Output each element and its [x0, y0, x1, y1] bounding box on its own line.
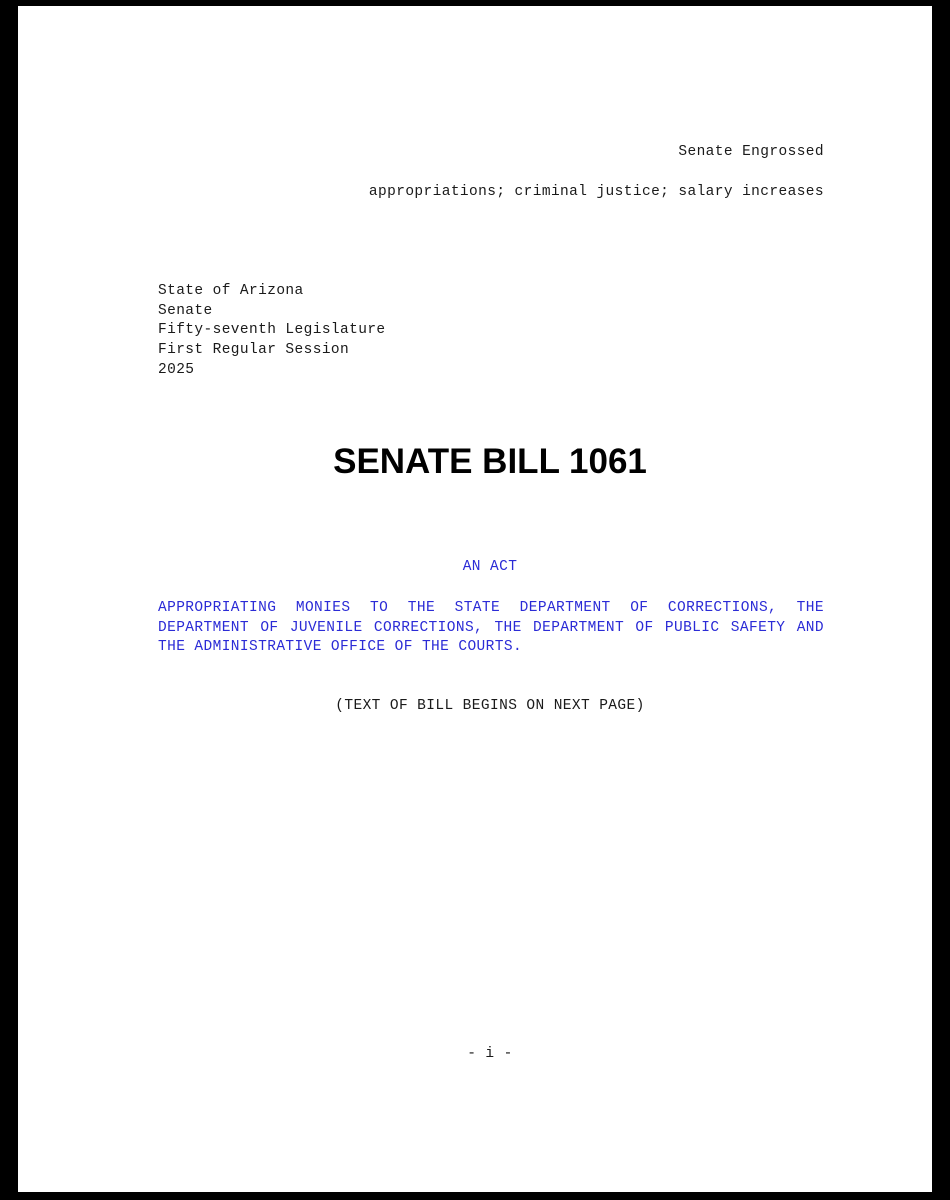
- session-regular: First Regular Session: [158, 342, 350, 359]
- page-number: - i -: [467, 1046, 513, 1062]
- act-label: AN ACT: [462, 559, 518, 575]
- act-line-1: APPROPRIATING MONIES TO THE STATE DEPARTMENT OF CORRECTIONS, THE: [158, 600, 824, 616]
- act-line-2: DEPARTMENT OF JUVENILE CORRECTIONS, THE DEPARTMENT OF PUBLIC SAFETY AND: [158, 619, 824, 636]
- engrossed-status: Senate Engrossed: [678, 144, 824, 160]
- bill-subjects: appropriations; criminal justice; salary increases: [368, 184, 824, 200]
- text-begins-note: (TEXT OF BILL BEGINS ON NEXT PAGE): [335, 698, 645, 714]
- session-chamber: Senate: [158, 302, 213, 319]
- session-legislature: Fifty-seventh Legislature: [158, 322, 386, 339]
- act-line-3: THE ADMINISTRATIVE OFFICE OF THE COURTS.: [158, 639, 523, 656]
- act-description: [158, 599, 824, 658]
- bill-title: SENATE BILL 1061: [333, 442, 647, 481]
- session-year: 2025: [158, 361, 195, 378]
- document-page: [18, 6, 932, 1192]
- session-info: [158, 282, 386, 381]
- session-state: State of Arizona: [158, 283, 304, 299]
